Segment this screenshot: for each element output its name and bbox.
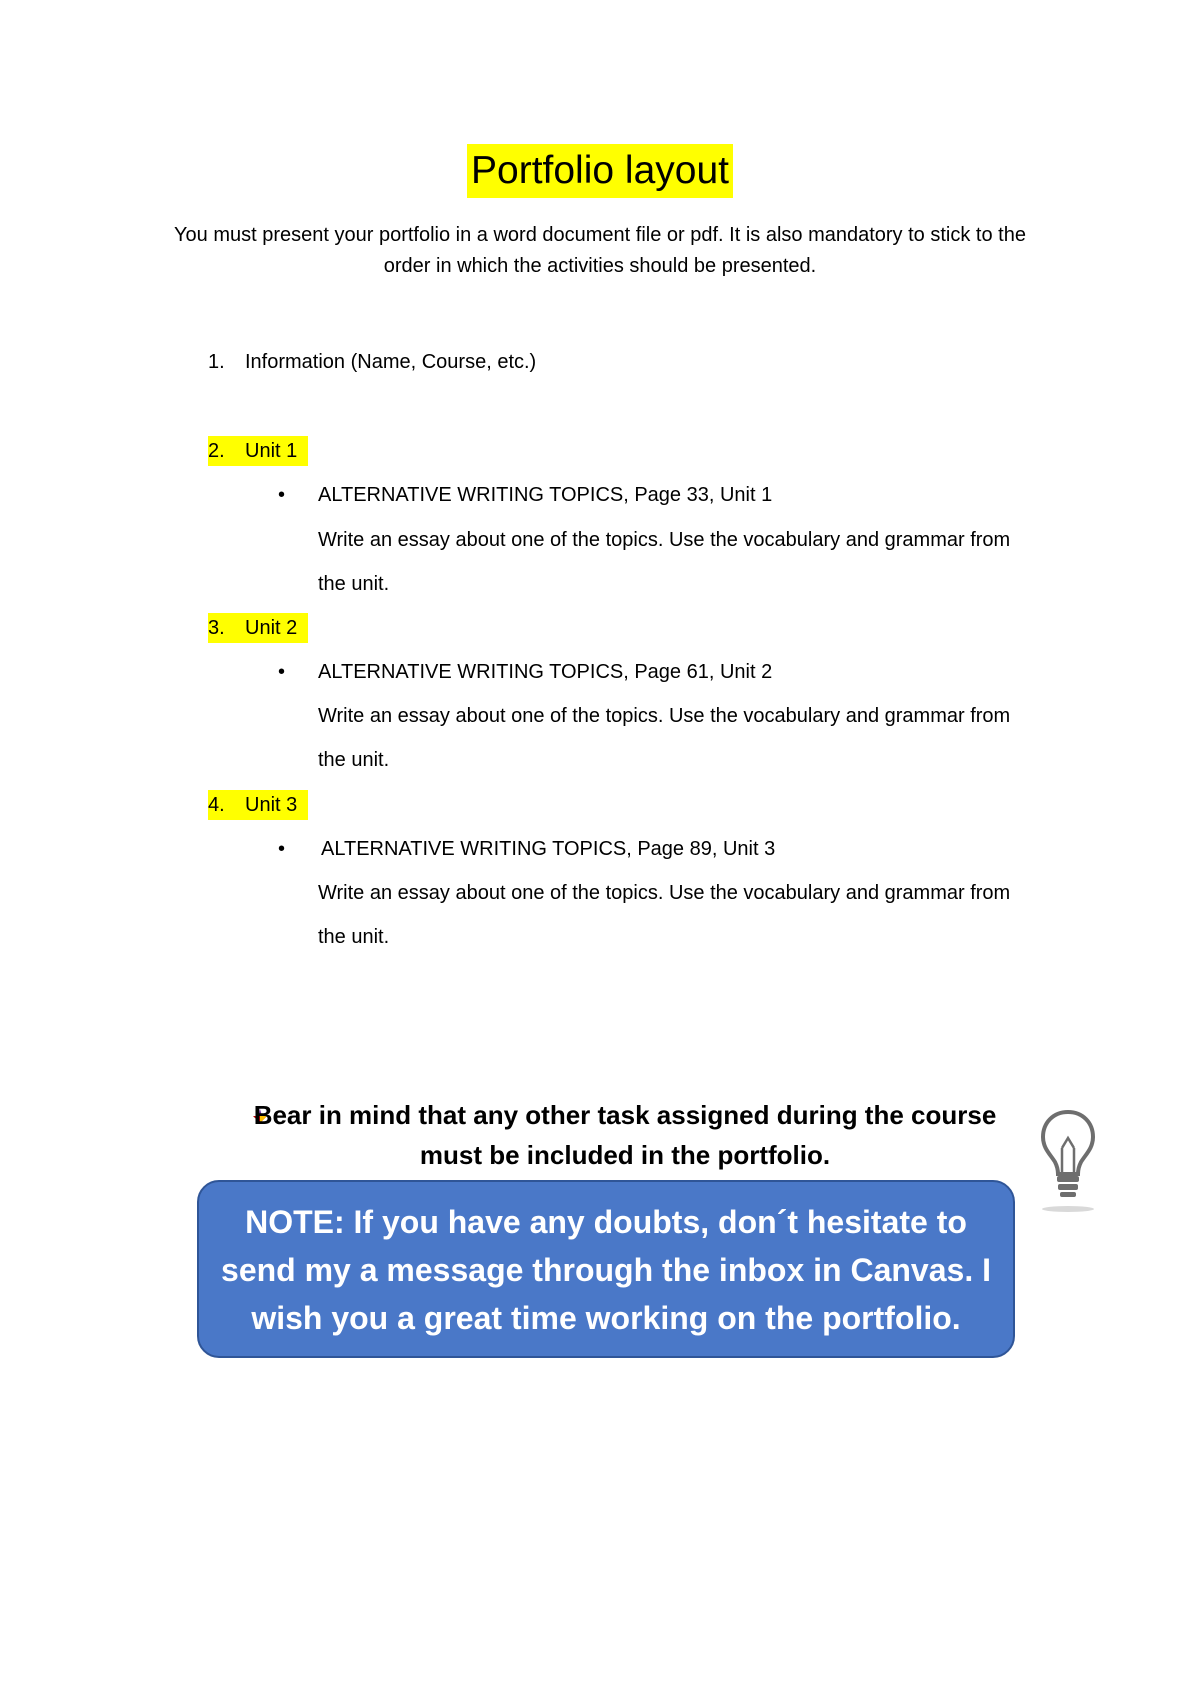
lightbulb-icon xyxy=(1038,1108,1098,1218)
item-description: Write an essay about one of the topics. Use the vocabulary and grammar from the unit. xyxy=(318,705,1011,771)
bullet-text: ALTERNATIVE WRITING TOPICS, Page 89, Unit 3 xyxy=(321,838,776,860)
bullet-icon: • xyxy=(278,661,286,683)
bullet-icon: • xyxy=(278,484,286,506)
list-item-unit-2 xyxy=(208,613,318,643)
list-item-information xyxy=(208,347,808,377)
list-item-label: Unit 3 xyxy=(245,794,298,816)
list-item-number: 4. xyxy=(208,794,225,816)
reminder-text: Bear in mind that any other task assigned during the course must be included in the portfolio. xyxy=(253,1100,997,1170)
list-item-unit-3 xyxy=(208,790,318,820)
list-item-number: 3. xyxy=(208,617,225,639)
list-item-label: Unit 1 xyxy=(245,440,298,462)
bullet-text: ALTERNATIVE WRITING TOPICS, Page 61, Unit 2 xyxy=(318,661,773,683)
item-description: Write an essay about one of the topics. Use the vocabulary and grammar from the unit. xyxy=(318,882,1011,948)
list-item-number: 2. xyxy=(208,440,225,462)
title-container xyxy=(0,144,1200,198)
bullet-text: ALTERNATIVE WRITING TOPICS, Page 33, Unit 1 xyxy=(318,484,773,506)
bullet-icon: • xyxy=(278,838,286,860)
note-text: NOTE: If you have any doubts, don´t hesitate to send my a message through the inbox in Canvas. I wish you a great time working on the portfolio. xyxy=(221,1204,991,1336)
list-item-unit-1 xyxy=(208,436,318,466)
page-title: Portfolio layout xyxy=(467,144,733,198)
list-item-label: Unit 2 xyxy=(245,617,298,639)
list-item-number: 1. xyxy=(208,351,225,373)
list-item-label: Information (Name, Course, etc.) xyxy=(245,351,537,373)
item-description: Write an essay about one of the topics. Use the vocabulary and grammar from the unit. xyxy=(318,529,1011,595)
intro-paragraph: You must present your portfolio in a word document file or pdf. It is also mandatory to stick to the order in which the activities should be presented. xyxy=(174,224,1026,277)
